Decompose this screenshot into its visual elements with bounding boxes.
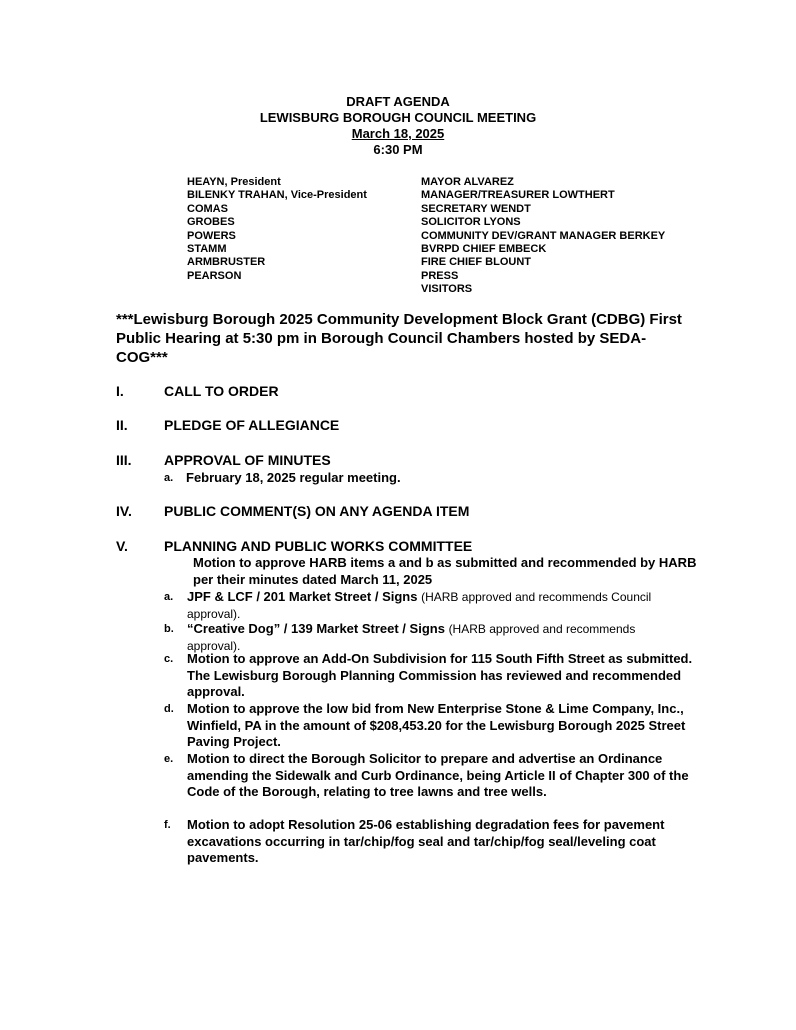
section-number: V.	[116, 538, 128, 554]
agenda-header	[0, 94, 796, 158]
section-number: IV.	[116, 503, 132, 519]
harb-item-a	[164, 589, 694, 622]
meeting-name: LEWISBURG BOROUGH COUNCIL MEETING	[259, 110, 537, 125]
item-text: February 18, 2025 regular meeting.	[186, 470, 401, 485]
attendee: BILENKY TRAHAN, Vice-President	[187, 189, 367, 202]
attendee: COMAS	[187, 202, 228, 215]
attendee: PEARSON	[187, 269, 242, 282]
item-letter: a.	[164, 472, 174, 484]
attendee: POWERS	[187, 229, 236, 242]
officials-list	[421, 176, 665, 297]
cdbg-notice: ***Lewisburg Borough 2025 Community Development Block Grant (CDBG) First Public Hearing at 5:30 pm in Borough Council Chambers hosted by SEDA-COG***	[116, 311, 682, 366]
item-letter: d.	[164, 703, 174, 715]
attendee: HEAYN, President	[187, 176, 281, 188]
item-text: Motion to approve the low bid from New Enterprise Stone & Lime Company, Inc., Winfield, PA in the amount of $208,453.20 for the Lewisburg Borough 2025 Street Paving Project.	[187, 701, 686, 749]
attendee: ARMBRUSTER	[187, 256, 266, 269]
item-letter: c.	[164, 653, 174, 665]
item-letter: f.	[164, 819, 171, 831]
section-title: PLEDGE OF ALLEGIANCE	[164, 417, 340, 433]
meeting-date: March 18, 2025	[351, 126, 445, 141]
motion-item-e	[164, 751, 709, 801]
attendee: STAMM	[187, 243, 227, 256]
motion-item-d	[164, 701, 709, 751]
item-text: Motion to direct the Borough Solicitor to prepare and advertise an Ordinance amending the Sidewalk and Curb Ordinance, being Article II of Chapter 300 of the Code of the Borough, relating to tree lawns and tree wells.	[187, 751, 689, 799]
attendee: BVRPD CHIEF EMBECK	[421, 243, 547, 256]
meeting-time: 6:30 PM	[373, 142, 423, 157]
item-text: Motion to approve an Add-On Subdivision for 115 South Fifth Street as submitted. The Lewisburg Borough Planning Commission has reviewed and recommended approval.	[187, 651, 693, 699]
harb-item-b	[164, 621, 674, 654]
attendee: MAYOR ALVAREZ	[421, 176, 514, 188]
motion-item-f	[164, 817, 674, 867]
section-title: PLANNING AND PUBLIC WORKS COMMITTEE	[164, 538, 473, 554]
council-list	[187, 176, 367, 283]
doc-title: DRAFT AGENDA	[346, 94, 450, 109]
harb-motion: Motion to approve HARB items a and b as submitted and recommended by HARB per their minutes dated March 11, 2025	[193, 555, 697, 587]
attendee: PRESS	[421, 269, 459, 282]
item-title: “Creative Dog” / 139 Market Street / Signs	[187, 621, 445, 636]
section-title: APPROVAL OF MINUTES	[164, 452, 331, 468]
attendee: VISITORS	[421, 283, 473, 296]
section-title: PUBLIC COMMENT(S) ON ANY AGENDA ITEM	[164, 503, 470, 519]
section-number: III.	[116, 452, 132, 468]
section-number: II.	[116, 417, 128, 433]
attendee: SOLICITOR LYONS	[421, 216, 521, 229]
attendee: SECRETARY WENDT	[421, 202, 531, 215]
item-title: JPF & LCF / 201 Market Street / Signs	[187, 589, 418, 604]
section-number: I.	[116, 383, 124, 399]
item-note: (HARB approved and recommends approval).	[187, 622, 636, 653]
section-title: CALL TO ORDER	[164, 383, 279, 399]
attendee: GROBES	[187, 216, 235, 229]
minutes-item	[164, 470, 704, 487]
attendee: COMMUNITY DEV/GRANT MANAGER BERKEY	[421, 229, 666, 242]
item-note: (HARB approved and recommends Council approval).	[187, 590, 652, 621]
attendee: FIRE CHIEF BLOUNT	[421, 256, 531, 269]
motion-item-c	[164, 651, 699, 701]
item-letter: e.	[164, 753, 174, 765]
item-text: Motion to adopt Resolution 25-06 establishing degradation fees for pavement excavations occurring in tar/chip/fog seal and tar/chip/fog seal/leveling coat pavements.	[187, 817, 665, 865]
attendee: MANAGER/TREASURER LOWTHERT	[421, 189, 615, 202]
item-letter: a.	[164, 591, 174, 603]
item-letter: b.	[164, 623, 174, 635]
